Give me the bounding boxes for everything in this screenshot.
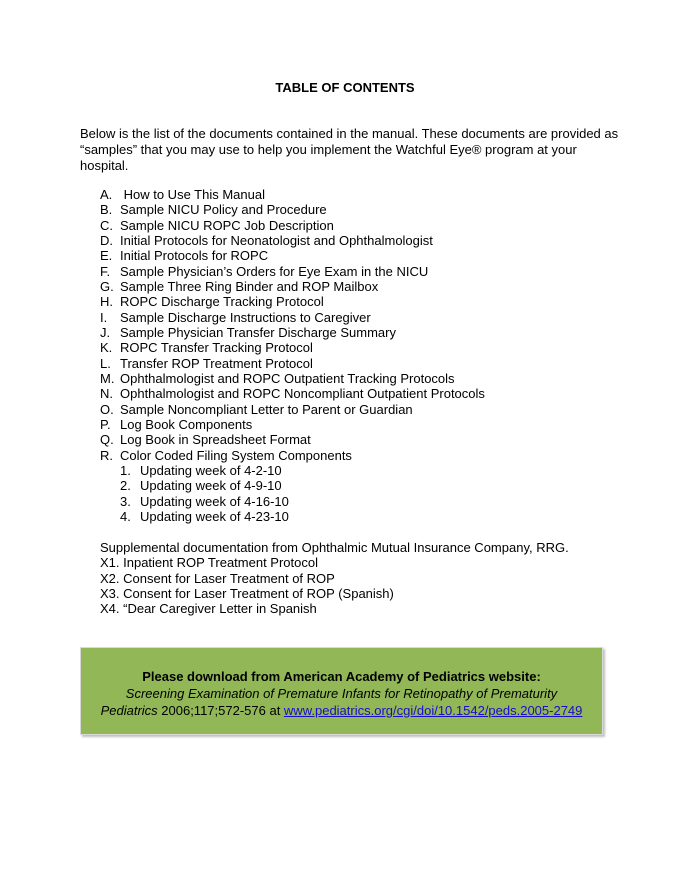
toc-letter: K.	[100, 340, 113, 356]
supplemental-section	[100, 540, 569, 617]
toc-label: How to Use This Manual	[120, 187, 265, 202]
banner-citation: 2006;117;572-576 at	[157, 703, 284, 718]
toc-item	[100, 264, 485, 279]
toc-item	[100, 218, 485, 233]
toc-letter: M.	[100, 370, 115, 386]
toc-label: Sample Three Ring Binder and ROP Mailbox	[120, 278, 379, 294]
toc-subitem-label: Updating week of 4-23-10	[140, 508, 289, 524]
toc-letter: H.	[100, 294, 113, 310]
supplemental-item: X2. Consent for Laser Treatment of ROP	[100, 570, 335, 586]
toc-label: Sample NICU Policy and Procedure	[120, 202, 327, 218]
toc-label: Initial Protocols for Neonatologist and Ophthalmologist	[120, 232, 433, 248]
banner-article-title: Screening Examination of Premature Infants for Retinopathy of Prematurity	[125, 686, 558, 701]
toc-letter: R.	[100, 447, 113, 463]
toc-subitem-number: 1.	[120, 462, 131, 478]
toc-label: Transfer ROP Treatment Protocol	[120, 355, 313, 371]
toc-item	[100, 371, 485, 386]
toc-label: Sample NICU ROPC Job Description	[120, 217, 334, 233]
toc-item	[100, 310, 485, 325]
toc-item	[100, 386, 485, 401]
toc-item	[100, 187, 485, 202]
toc-item	[100, 294, 485, 309]
toc-label: ROPC Discharge Tracking Protocol	[120, 294, 324, 310]
toc-letter: F.	[100, 263, 111, 279]
toc-letter: J.	[100, 324, 111, 340]
toc-label: Initial Protocols for ROPC	[120, 248, 269, 264]
toc-subitem	[120, 463, 485, 478]
toc-subitem-label: Updating week of 4-9-10	[140, 478, 282, 494]
toc-item	[100, 248, 485, 263]
toc-label: Log Book in Spreadsheet Format	[120, 432, 311, 448]
toc-letter: E.	[100, 248, 113, 264]
toc-subitem	[120, 478, 485, 493]
toc-letter: N.	[100, 386, 113, 402]
toc-letter: I.	[100, 309, 108, 325]
toc-subitem-number: 3.	[120, 493, 131, 509]
toc-subitem-number: 2.	[120, 478, 131, 494]
supplemental-heading: Supplemental documentation from Ophthalmic Mutual Insurance Company, RRG.	[100, 540, 569, 555]
pediatrics-link[interactable]: www.pediatrics.org/cgi/doi/10.1542/peds.2005-2749	[283, 703, 583, 718]
toc-sublist	[100, 463, 485, 524]
toc-letter: P.	[100, 416, 111, 432]
toc-item	[100, 279, 485, 294]
toc-letter: A.	[100, 187, 113, 202]
toc-label: Color Coded Filing System Components	[120, 447, 352, 463]
toc-label: Sample Physician Transfer Discharge Summary	[120, 324, 396, 340]
table-of-contents	[100, 187, 485, 524]
toc-label: Sample Physician’s Orders for Eye Exam in the NICU	[120, 263, 429, 279]
toc-label: ROPC Transfer Tracking Protocol	[120, 340, 313, 356]
supplemental-item: X1. Inpatient ROP Treatment Protocol	[100, 555, 318, 571]
toc-label: Ophthalmologist and ROPC Outpatient Tracking Protocols	[120, 370, 455, 386]
toc-letter: O.	[100, 401, 114, 417]
toc-subitem-label: Updating week of 4-16-10	[140, 493, 289, 509]
toc-subitem	[120, 509, 485, 524]
banner-citation-line	[81, 702, 602, 719]
toc-subitem	[120, 494, 485, 509]
toc-letter: C.	[100, 217, 113, 233]
supplemental-item: X3. Consent for Laser Treatment of ROP (Spanish)	[100, 585, 394, 601]
toc-label: Ophthalmologist and ROPC Noncompliant Outpatient Protocols	[120, 386, 485, 402]
toc-letter: L.	[100, 355, 111, 371]
toc-label: Sample Discharge Instructions to Caregiver	[120, 309, 371, 325]
toc-letter: Q.	[100, 432, 114, 448]
banner-heading: Please download from American Academy of Pediatrics website:	[142, 669, 541, 684]
toc-subitem-number: 4.	[120, 508, 131, 524]
toc-item	[100, 325, 485, 340]
toc-item	[100, 356, 485, 371]
toc-item	[100, 233, 485, 248]
toc-letter: G.	[100, 278, 114, 294]
page-title: TABLE OF CONTENTS	[275, 80, 415, 95]
toc-letter: B.	[100, 202, 113, 218]
download-banner	[80, 647, 603, 735]
toc-item	[100, 402, 485, 417]
toc-subitem-label: Updating week of 4-2-10	[140, 462, 282, 478]
intro-paragraph: Below is the list of the documents contained in the manual. These documents are provided as “samples” that you may use to help you implement the Watchful Eye® program at your hospital.	[80, 126, 619, 173]
banner-journal: Pediatrics	[100, 703, 158, 718]
supplemental-item: X4. “Dear Caregiver Letter in Spanish	[100, 601, 317, 617]
toc-item	[100, 448, 485, 463]
toc-item	[100, 202, 485, 217]
toc-letter: D.	[100, 232, 113, 248]
toc-label: Log Book Components	[120, 416, 253, 432]
toc-item	[100, 432, 485, 447]
toc-item	[100, 340, 485, 355]
toc-item	[100, 417, 485, 432]
toc-label: Sample Noncompliant Letter to Parent or Guardian	[120, 401, 413, 417]
